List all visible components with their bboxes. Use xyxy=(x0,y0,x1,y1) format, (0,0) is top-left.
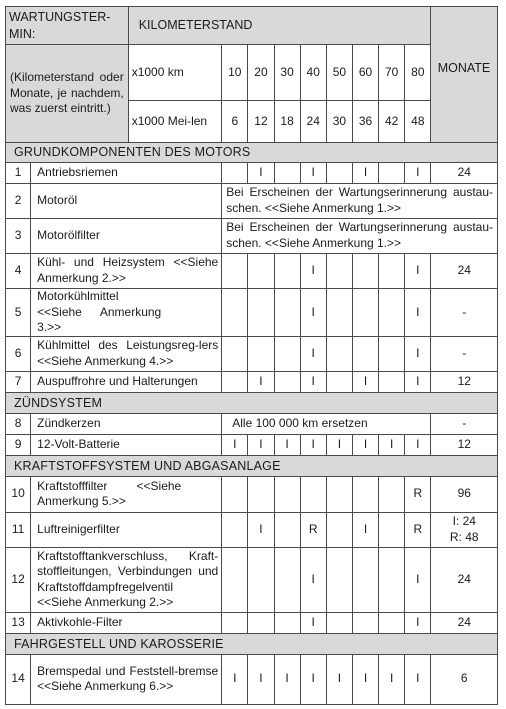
row-span-text: Bei Erscheinen der Wartungserinnerung austau-schen. <<Siehe Anmerkung 1.>> xyxy=(222,184,498,219)
mark-cell xyxy=(326,476,352,512)
mark-cell xyxy=(222,254,248,289)
mark-cell xyxy=(274,476,300,512)
mark-cell: I xyxy=(248,512,274,547)
months-cell: 24 xyxy=(431,547,498,612)
mark-cell xyxy=(274,512,300,547)
months-cell: 12 xyxy=(431,371,498,392)
mark-cell: I xyxy=(300,163,326,184)
months-cell: 96 xyxy=(431,476,498,512)
mark-cell: I xyxy=(248,434,274,455)
months-cell: 24 xyxy=(431,612,498,633)
mark-cell: I xyxy=(405,654,431,704)
mark-cell xyxy=(326,512,352,547)
mark-cell: I xyxy=(352,654,378,704)
mark-cell: I xyxy=(352,163,378,184)
mark-cell: I xyxy=(248,163,274,184)
mark-cell xyxy=(379,336,405,371)
km-70: 70 xyxy=(379,45,405,101)
row-number: 9 xyxy=(6,434,31,455)
mark-cell: I xyxy=(405,371,431,392)
mark-cell: I xyxy=(405,289,431,337)
table-row xyxy=(6,254,498,289)
table-row xyxy=(6,289,498,337)
row-number: 13 xyxy=(6,612,31,633)
mark-cell xyxy=(352,336,378,371)
table-row xyxy=(6,219,498,254)
row-name: Kraftstofftankverschluss, Kraft-stoffleitungen, Verbindungen und Kraftstoffdampfregelventil <<Siehe Anmerkung 2.>> xyxy=(31,547,222,612)
row-name: Bremspedal und Feststell-bremse <<Siehe Anmerkung 6.>> xyxy=(31,654,222,704)
row-number: 7 xyxy=(6,371,31,392)
mark-cell xyxy=(352,612,378,633)
mi-48: 48 xyxy=(405,101,431,143)
km-40: 40 xyxy=(300,45,326,101)
mark-cell: R xyxy=(405,512,431,547)
mark-cell xyxy=(222,336,248,371)
row-span-text: Bei Erscheinen der Wartungserinnerung austau-schen. <<Siehe Anmerkung 1.>> xyxy=(222,219,498,254)
mark-cell: I xyxy=(352,434,378,455)
table-row xyxy=(6,371,498,392)
mark-cell xyxy=(352,289,378,337)
mark-cell xyxy=(379,547,405,612)
mark-cell: I xyxy=(405,434,431,455)
mark-cell xyxy=(274,612,300,633)
mark-cell xyxy=(248,254,274,289)
mark-cell xyxy=(274,547,300,612)
mark-cell xyxy=(300,476,326,512)
mark-cell: I xyxy=(300,612,326,633)
mark-cell xyxy=(379,371,405,392)
mi-12: 12 xyxy=(248,101,274,143)
mark-cell xyxy=(352,547,378,612)
table-row xyxy=(6,163,498,184)
mark-cell xyxy=(222,476,248,512)
table-row xyxy=(6,434,498,455)
mark-cell xyxy=(379,289,405,337)
table-row xyxy=(6,184,498,219)
mark-cell xyxy=(326,254,352,289)
mark-cell xyxy=(274,163,300,184)
row-number: 2 xyxy=(6,184,31,219)
table-row xyxy=(6,612,498,633)
mark-cell xyxy=(326,612,352,633)
mi-30: 30 xyxy=(326,101,352,143)
mark-cell xyxy=(379,163,405,184)
mark-cell xyxy=(222,512,248,547)
table-row xyxy=(6,547,498,612)
mark-cell: I xyxy=(300,547,326,612)
mark-cell: I xyxy=(274,654,300,704)
mark-cell xyxy=(326,289,352,337)
mark-cell: I xyxy=(300,254,326,289)
row-name: Motorölfilter xyxy=(31,219,222,254)
mi-24: 24 xyxy=(300,101,326,143)
row-number: 3 xyxy=(6,219,31,254)
km-50: 50 xyxy=(326,45,352,101)
mark-cell: I xyxy=(248,371,274,392)
row-name: 12-Volt-Batterie xyxy=(31,434,222,455)
row-number: 10 xyxy=(6,476,31,512)
row-span-text: Alle 100 000 km ersetzen xyxy=(222,413,431,434)
km-30: 30 xyxy=(274,45,300,101)
row-name: Kraftstofffilter <<Siehe Anmerkung 5.>> xyxy=(31,476,222,512)
header-note: (Kilometerstand oder Monate, je nachdem, was zuerst eintritt.) xyxy=(6,45,129,143)
section-fahrgestell: FAHRGESTELL UND KAROSSERIE xyxy=(6,633,498,654)
table-row xyxy=(6,336,498,371)
mark-cell xyxy=(248,547,274,612)
mark-cell xyxy=(222,371,248,392)
mark-cell xyxy=(326,336,352,371)
months-inspect: I: 24 xyxy=(452,514,476,529)
row-number: 14 xyxy=(6,654,31,704)
row-name: Aktivkohle-Filter xyxy=(31,612,222,633)
mi-6: 6 xyxy=(222,101,248,143)
row-number: 8 xyxy=(6,413,31,434)
header-wartungstermin: WARTUNGSTER-MIN: xyxy=(6,7,129,45)
row-name: Luftreinigerfilter xyxy=(31,512,222,547)
mark-cell xyxy=(352,476,378,512)
mark-cell xyxy=(248,476,274,512)
mark-cell xyxy=(274,254,300,289)
mi-36: 36 xyxy=(352,101,378,143)
mark-cell xyxy=(326,371,352,392)
header-kilometerstand: KILOMETERSTAND xyxy=(128,7,431,45)
mark-cell: I xyxy=(405,254,431,289)
mark-cell xyxy=(379,476,405,512)
row-name: Kühl- und Heizsystem <<Siehe Anmerkung 2.>> xyxy=(31,254,222,289)
mark-cell: R xyxy=(300,512,326,547)
mark-cell: I xyxy=(300,434,326,455)
mark-cell: I xyxy=(405,547,431,612)
mi-18: 18 xyxy=(274,101,300,143)
mark-cell: I xyxy=(300,654,326,704)
row-name: Motorkühlmittel <<Siehe Anmerkung 3.>> xyxy=(31,289,222,337)
mark-cell xyxy=(274,289,300,337)
mark-cell xyxy=(222,612,248,633)
row-number: 11 xyxy=(6,512,31,547)
row-name: Kühlmittel des Leistungsreg-lers <<Siehe Anmerkung 4.>> xyxy=(31,336,222,371)
table-row xyxy=(6,654,498,704)
header-monate: MONATE xyxy=(437,61,491,75)
months-cell: - xyxy=(431,336,498,371)
mark-cell xyxy=(326,547,352,612)
months-cell: 24 xyxy=(431,163,498,184)
mark-cell: I xyxy=(379,654,405,704)
months-replace: R: 48 xyxy=(449,529,479,544)
mark-cell xyxy=(379,512,405,547)
row-number: 5 xyxy=(6,289,31,337)
months-cell: 6 xyxy=(431,654,498,704)
mark-cell xyxy=(248,612,274,633)
mark-cell: R xyxy=(405,476,431,512)
row-number: 6 xyxy=(6,336,31,371)
mark-cell xyxy=(274,371,300,392)
mark-cell xyxy=(222,163,248,184)
mark-cell: I xyxy=(405,336,431,371)
section-kraftstoffsystem: KRAFTSTOFFSYSTEM UND ABGASANLAGE xyxy=(6,455,498,476)
km-label: x1000 km xyxy=(128,45,222,101)
mark-cell: I xyxy=(405,163,431,184)
mark-cell: I xyxy=(222,434,248,455)
mark-cell: I xyxy=(352,371,378,392)
mark-cell: I xyxy=(300,289,326,337)
mark-cell: I xyxy=(248,654,274,704)
mark-cell xyxy=(274,336,300,371)
months-cell xyxy=(431,512,498,547)
months-cell: 24 xyxy=(431,254,498,289)
mark-cell: I xyxy=(326,434,352,455)
mark-cell xyxy=(248,289,274,337)
row-name: Antriebsriemen xyxy=(31,163,222,184)
mark-cell xyxy=(222,547,248,612)
mark-cell xyxy=(326,163,352,184)
km-80: 80 xyxy=(405,45,431,101)
mi-label: x1000 Mei-len xyxy=(128,101,222,143)
months-cell: 12 xyxy=(431,434,498,455)
row-number: 12 xyxy=(6,547,31,612)
section-zuendsystem: ZÜNDSYSTEM xyxy=(6,392,498,413)
mark-cell: I xyxy=(222,654,248,704)
months-cell: - xyxy=(431,413,498,434)
mark-cell: I xyxy=(352,512,378,547)
km-60: 60 xyxy=(352,45,378,101)
mark-cell: I xyxy=(405,612,431,633)
mark-cell: I xyxy=(300,336,326,371)
table-row xyxy=(6,413,498,434)
mark-cell: I xyxy=(300,371,326,392)
row-name: Auspuffrohre und Halterungen xyxy=(31,371,222,392)
mark-cell xyxy=(352,254,378,289)
row-name: Zündkerzen xyxy=(31,413,222,434)
mark-cell xyxy=(379,254,405,289)
maintenance-table xyxy=(5,6,498,705)
row-name: Motoröl xyxy=(31,184,222,219)
section-motor: GRUNDKOMPONENTEN DES MOTORS xyxy=(6,143,498,163)
mark-cell: I xyxy=(326,654,352,704)
table-row xyxy=(6,512,498,547)
mark-cell: I xyxy=(379,434,405,455)
km-20: 20 xyxy=(248,45,274,101)
km-10: 10 xyxy=(222,45,248,101)
mi-42: 42 xyxy=(379,101,405,143)
table-row xyxy=(6,476,498,512)
row-number: 4 xyxy=(6,254,31,289)
months-cell: - xyxy=(431,289,498,337)
mark-cell xyxy=(248,336,274,371)
mark-cell: I xyxy=(274,434,300,455)
mark-cell xyxy=(379,612,405,633)
row-number: 1 xyxy=(6,163,31,184)
mark-cell xyxy=(222,289,248,337)
